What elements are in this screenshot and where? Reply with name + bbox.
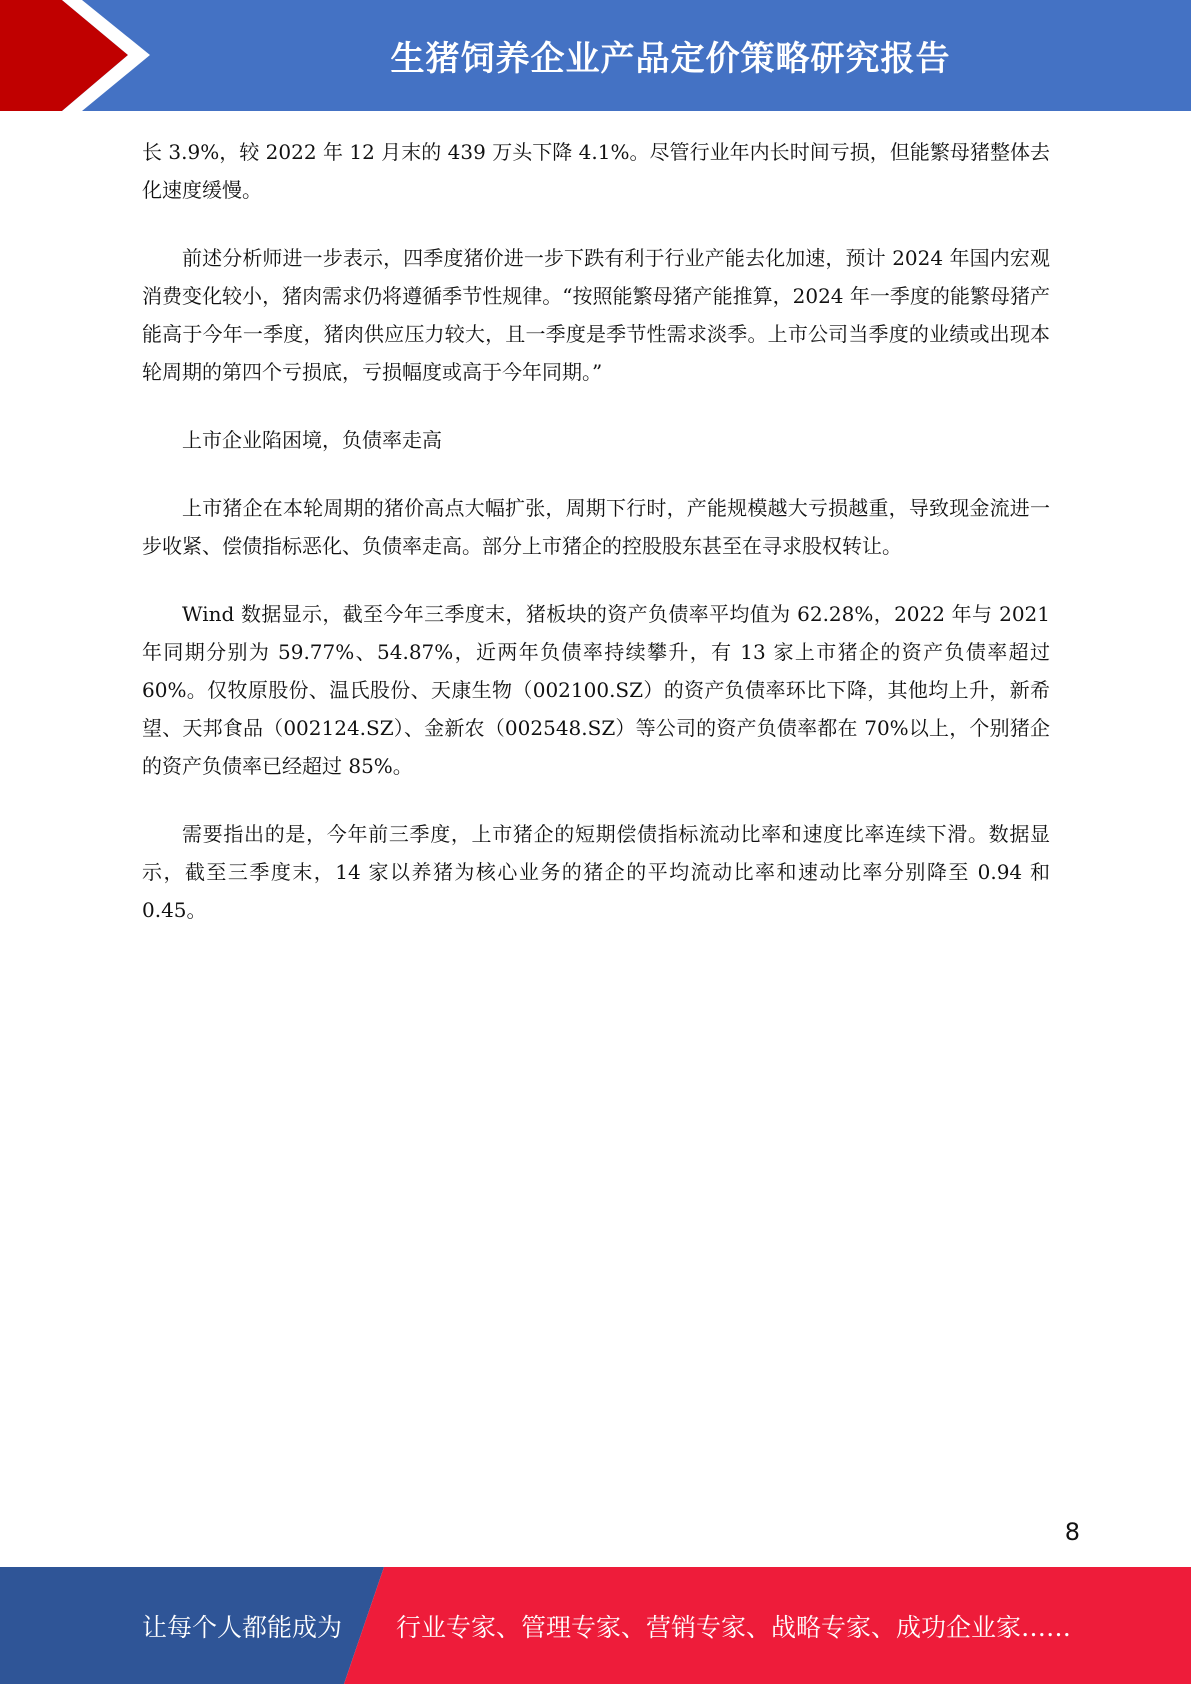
page-header xyxy=(0,0,1191,111)
paragraph: 需要指出的是，今年前三季度，上市猪企的短期偿债指标流动比率和速度比率连续下滑。数据显示，截至三季度末，14 家以养猪为核心业务的猪企的平均流动比率和速动比率分别降至 0.94 和 0.45。 xyxy=(142,822,1050,922)
footer-slogan-left: 让每个人都能成为 xyxy=(142,1612,343,1642)
paragraph: Wind 数据显示，截至今年三季度末，猪板块的资产负债率平均值为 62.28%，2022 年与 2021 年同期分别为 59.77%、54.87%，近两年负债率持续攀升，有 13 家上市猪企的资产负债率超过 60%。仅牧原股份、温氏股份、天康生物（002100.SZ）的资产负债率环比下降，其他均上升，新希望、天邦食品（002124.SZ）、金新农（002548.SZ）等公司的资产负债率都在 70%以上，个别猪企的资产负债率已经超过 85%。 xyxy=(142,602,1050,778)
body-text xyxy=(142,133,1050,959)
paragraph: 长 3.9%，较 2022 年 12 月末的 439 万头下降 4.1%。尽管行业年内长时间亏损，但能繁母猪整体去化速度缓慢。 xyxy=(142,140,1050,202)
header-chevron-decoration xyxy=(0,0,160,111)
page-footer xyxy=(0,1567,1191,1684)
footer-slogan-right: 行业专家、管理专家、营销专家、战略专家、成功企业家…… xyxy=(396,1612,1072,1642)
section-heading: 上市企业陷困境，负债率走高 xyxy=(182,428,442,452)
document-title: 生猪饲养企业产品定价策略研究报告 xyxy=(390,39,951,79)
page-number: 8 xyxy=(1064,1518,1080,1546)
paragraph: 前述分析师进一步表示，四季度猪价进一步下跌有利于行业产能去化加速，预计 2024 年国内宏观消费变化较小，猪肉需求仍将遵循季节性规律。“按照能繁母猪产能推算，2024 年一季度的能繁母猪产能高于今年一季度，猪肉供应压力较大，且一季度是季节性需求淡季。上市公司当季度的业绩或出现本轮周期的第四个亏损底，亏损幅度或高于今年同期。” xyxy=(142,246,1050,384)
paragraph: 上市猪企在本轮周期的猪价高点大幅扩张，周期下行时，产能规模越大亏损越重，导致现金流进一步收紧、偿债指标恶化、负债率走高。部分上市猪企的控股股东甚至在寻求股权转让。 xyxy=(142,496,1050,558)
